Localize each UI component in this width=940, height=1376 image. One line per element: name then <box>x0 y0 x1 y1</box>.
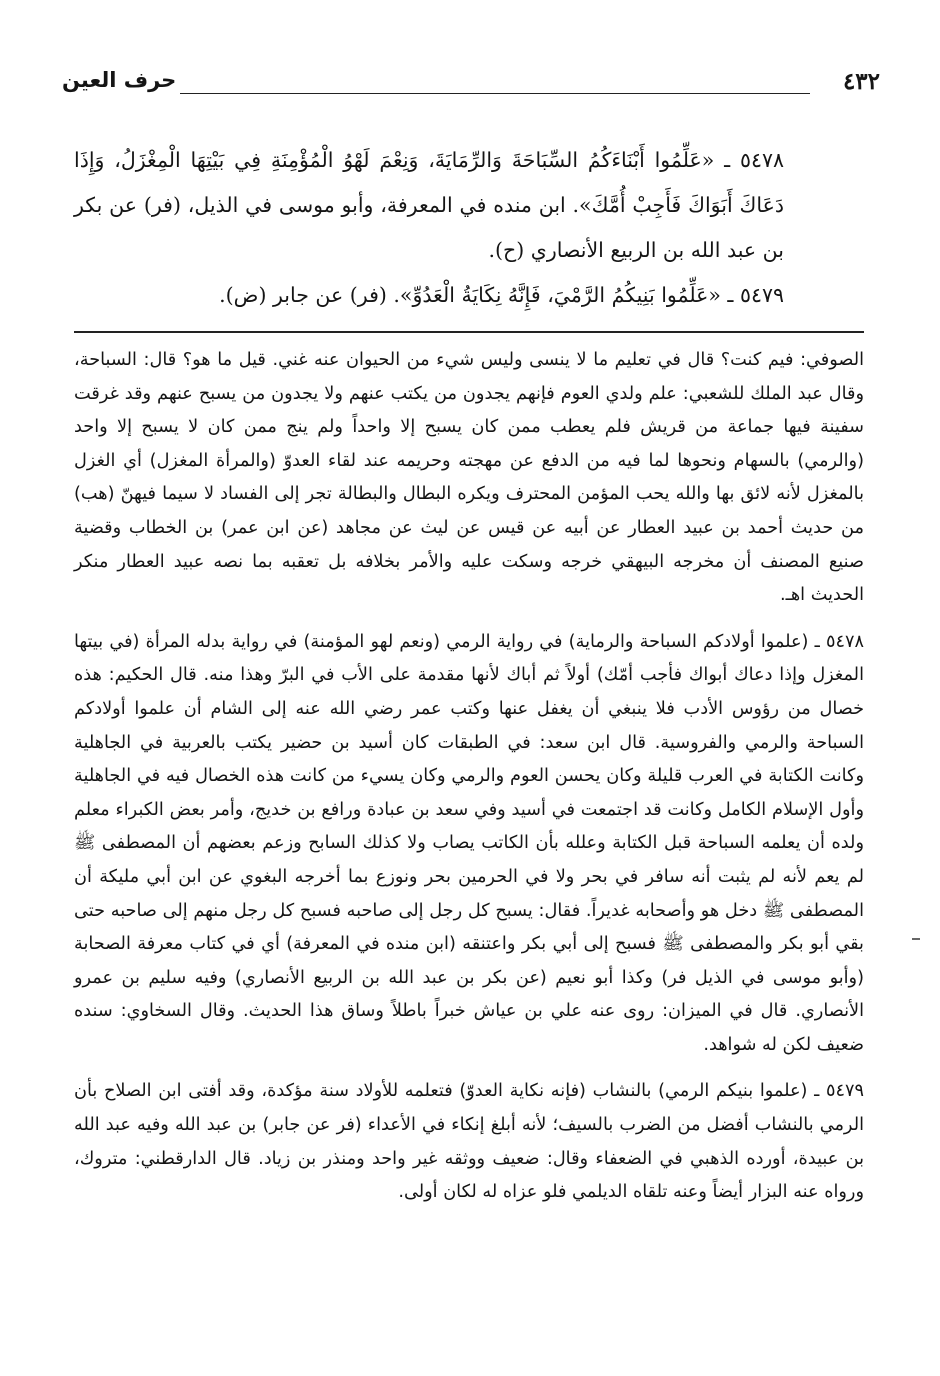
main-hadith-text <box>74 138 864 318</box>
hadith-5479: ٥٤٧٩ ـ «عَلِّمُوا بَنِيكُمُ الرَّمْيَ، فَإِنَّهُ نِكَايَةُ الْعَدُوِّ». (فر) عن جابر (ض). <box>219 283 784 307</box>
chapter-title: حرف العين <box>62 68 177 92</box>
hadith-5478: ٥٤٧٨ ـ «عَلِّمُوا أَبْنَاءَكُمُ السِّبَاحَةَ وَالرِّمَايَةَ، وَنِعْمَ لَهْوُ الْمُؤْمِنَةِ فِي بَيْتِهَا الْمِغْزَلُ، وَإِذَا دَعَاكَ أَبَوَاكَ فَأَجِبْ أُمَّكَ». ابن منده في المعرفة، وأبو موسى في الذيل، (فر) عن بكر بن عبد الله بن الربيع الأنصاري (ح). <box>74 148 784 262</box>
margin-mark <box>912 938 920 940</box>
page-number: ٤٣٢ <box>842 68 880 95</box>
commentary-paragraph-continuation: الصوفي: فيم كنت؟ قال في تعليم ما لا ينسى وليس شيء من الحيوان عنه غني. قيل ما هو؟ قال: السباحة، وقال عبد الملك للشعبي: علم ولدي العوم فإنهم يجدون من يكتب عنهم ولا يجدون من يسبح عنهم وقد غرقت سفينة فيها جماعة من قريش فلم يعطب ممن كان يسبح إلا واحداً ولم ينج ممن كان لا يسبح إلا واحد (والرمي) بالسهام ونحوها لما فيه من الدفع عن مهجته وحريمه عند لقاء العدوّ (والمرأة المغزل) أي الغزل بالمغزل لأنه لائق بها والله يحب المؤمن المحترف ويكره البطال والبطالة تجر إلى الفساد لا سيما فيهنّ (هب) من حديث أحمد بن عبيد العطار عن أبيه عن قيس عن ليث عن مجاهد (عن ابن عمر) بن الخطاب وقضية صنيع المصنف أن مخرجه البيهقي خرجه وسكت عليه والأمر بخلافه بل تعقبه بما نصه عبيد العطار منكر الحديث اهـ. <box>74 350 864 606</box>
running-header <box>62 60 880 100</box>
footnote-divider <box>74 331 864 333</box>
header-rule <box>180 93 810 94</box>
commentary-paragraph-5479: ٥٤٧٩ ـ (علموا بنيكم الرمي) بالنشاب (فإنه نكاية العدوّ) فتعلمه للأولاد سنة مؤكدة، وقد أفتى ابن الصلاح بأن الرمي بالنشاب أفضل من الضرب بالسيف؛ لأنه أبلغ إنكاء في الأعداء (فر عن جابر) بن عبد الله وفيه عبد الله بن عبيدة، أورده الذهبي في الضعفاء وقال: ضعيف ووثقه غير واحد ومنذر بن زياد. قال الدارقطني: متروك، ورواه عنه البزار أيضاً وعنه تلقاه الديلمي فلو عزاه له لكان أولى. <box>74 1081 864 1203</box>
commentary-paragraph-5478: ٥٤٧٨ ـ (علموا أولادكم السباحة والرماية) في رواية الرمي (ونعم لهو المؤمنة) في رواية بدله المرأة (في بيتها المغزل وإذا دعاك أبواك فأجب أمّك) أولاً ثم أباك لأنها مقدمة على الأب في البرّ وهذا منه. قال الحكيم: هذه خصال من رؤوس الأدب فلا ينبغي أن يغفل عنها وكتب عمر رضي الله عنه إلى الشام أن علموا أولادكم السباحة والرمي والفروسية. قال ابن سعد: في الطبقات كان أسيد بن حضير يكتب بالعربية في الجاهلية وكانت الكتابة في العرب قليلة وكان يحسن العوم والرمي وكان يسيء من كانت هذه الخصال فيه في الجاهلية وأول الإسلام الكامل وكانت قد اجتمعت في أسيد وفي سعد بن عبادة ورافع بن خديج، وأمر بعض الكبراء معلم ولده أن يعلمه السباحة قبل الكتابة وعلله بأن الكاتب يصاب ولا كذلك السابح وزعم بعضهم أن المصطفى ﷺ لم يعم لأنه لم يثبت أنه سافر في بحر ولا في الحرمين بحر ونوزع بما أخرجه البغوي عن ابن أبي مليكة أن المصطفى ﷺ دخل هو وأصحابه غديراً. فقال: يسبح كل رجل إلى صاحبه فسبح كل رجل منهم إلى صاحبه حتى بقي أبو بكر والمصطفى ﷺ فسبح إلى أبي بكر واعتنقه (ابن منده في المعرفة) أي في كتاب معرفة الصحابة (وأبو موسى في الذيل فر) وكذا أبو نعيم (عن بكر بن عبد الله بن الربيع الأنصاري) وفيه سليم بن عمرو الأنصاري. قال في الميزان: روى عنه علي بن عياش خبراً باطلاً وساق هذا الحديث. وقال السخاوي: سنده ضعيف لكن له شواهد. <box>74 631 864 1055</box>
commentary-section <box>74 344 864 1223</box>
